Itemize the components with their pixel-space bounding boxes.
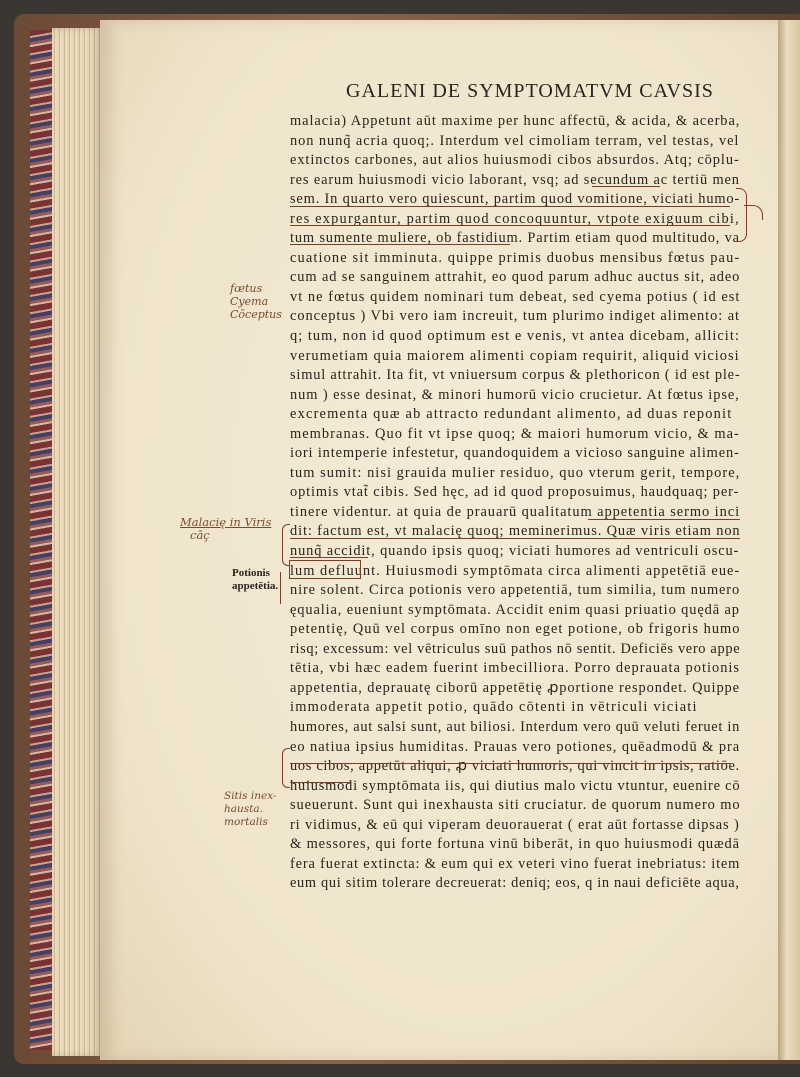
text-line: lum defluunt. Huiusmodi symptōmata circa alimenti appetētiā eue-	[290, 562, 740, 579]
text-line: eo natiua ipsius humiditas. Prauas vero potiones, quēadmodū & pra	[290, 738, 740, 755]
bracket-left-malacie	[282, 524, 290, 566]
text-line: eum qui sitim tolerare decreuerat: deniq; eos, q in naui deficiēte aqua,	[290, 875, 740, 892]
text-line: dit: factum est, vt malacię quoq; meminerimus. Quæ viris etiam non	[290, 523, 740, 540]
text-line: non nunq̃ acria quoq;. Interdum vel cimoliam terram, vel testas, vel	[290, 132, 740, 149]
text-line: membranas. Quo fit vt ipse quoq; & maiori humorum vicio, & ma-	[290, 425, 740, 442]
underline-sueuerunt	[290, 782, 350, 783]
text-line: q; tum, non id quod optimum est e venis, vt antea dicebam, allicit:	[290, 328, 740, 345]
text-line: uos cibos, appetūt aliqui, ꝓ viciati humoris, qui vincit in ipsis, ratiōe.	[290, 758, 740, 775]
text-line: nunq̃ accidit, quando ipsis quoq; viciati humores ad ventriculi oscu-	[290, 543, 740, 560]
text-line: verumetiam quia maiorem alimenti copiam requirit, aliquid viciosi	[290, 347, 740, 364]
text-line: fera fuerat extincta: & eum qui ex veteri vino fuerat inebriatus: item	[290, 855, 740, 872]
text-line: risq; excessum: vel vētriculus suū pathos nō sentit. Deficiēs vero appe	[290, 640, 740, 657]
text-line: iori intemperie infestetur, quandoquidem a vicioso sanguine alimen-	[290, 445, 740, 462]
text-line: cum ad se sanguinem attrahit, eo quod parum adhuc auctus sit, adeo	[290, 269, 740, 286]
marbled-endpaper	[30, 30, 52, 1050]
text-line: petentię, Quū vel corpus omīno non eget potione, ob frigoris humo	[290, 621, 740, 638]
text-line: nire solent. Circa potionis vero appetentiā, tum similia, tum numero	[290, 582, 740, 599]
page-edges	[52, 28, 102, 1056]
underline-defluunt	[290, 557, 368, 558]
text-line: simul attrahit. Ita fit, vt vniuersum corpus & plethoricon ( id est ple-	[290, 367, 740, 384]
text-line: tum sumit: nisi grauida mulier residuo, quo vterum gerit, tempore,	[290, 464, 740, 481]
bracket-left-huiusmodi	[282, 748, 290, 788]
text-line: cuatione sit imminuta. quippe primis duobus mensibus fœtus pau-	[290, 249, 740, 266]
text-line: tētia, vbi hæc eadem fuerint imbecilliora. Porro deprauata potionis	[290, 660, 740, 677]
body-text	[290, 112, 740, 894]
text-line: excrementa quæ ab attracto redundant alimento, ad duas reponit	[290, 406, 733, 423]
text-line: malacia) Appetunt aūt maxime per hunc affectū, & acida, & acerba,	[290, 113, 740, 129]
underline-accidit	[290, 538, 740, 539]
margin-note-foetus: fœtus Cyema Cōceptus	[230, 282, 282, 321]
underline-absurdos	[592, 186, 660, 187]
margin-note-sitis: Sitis inex- hausta. mortalis	[224, 790, 277, 828]
text-line: huiusmodi symptōmata iis, qui diutius malo victu vtuntur, euenire cō	[290, 777, 740, 794]
text-line: ęqualia, eueniunt symptōmata. Accidit enim quasi priuatio quędā ap	[290, 601, 740, 618]
text-line: res earum huiusmodi vicio laborant, vsq; ad secundum ac tertiū men	[290, 171, 740, 188]
underline-fastidium	[290, 244, 510, 245]
box-nire-solent	[289, 560, 361, 579]
text-line: extinctos carbones, aut alios huiusmodi cibos absurdos. Atq; cōplu-	[290, 152, 740, 169]
text-line: optimis vtat̃ cibis. Sed hęc, ad id quod proposuimus, haudquaq; per-	[290, 484, 740, 501]
underline-quarto	[290, 206, 730, 207]
text-line: humores, aut salsi sunt, aut biliosi. Interdum vero quū veluti feruet in	[290, 718, 740, 735]
text-line: sueuerunt. Sunt qui inexhausta siti cruciatur. de quorum numero mo	[290, 797, 740, 814]
text-line: conceptus ) Vbi vero iam increuit, tum plurimo indiget alimento: at	[290, 308, 740, 325]
running-head: GALENI DE SYMPTOMATVM CAVSIS	[346, 80, 714, 102]
underline-huiusmodi	[290, 763, 730, 764]
facing-page-edge	[778, 20, 800, 1060]
margin-line-potionis	[280, 572, 282, 604]
text-line: sem. In quarto vero quiescunt, partim quod vomitione, viciati humo-	[290, 191, 740, 208]
text-line: num ) esse desinat, & minori humorū vicio crucietur. At fœtus ipse,	[290, 386, 740, 403]
text-line: appetentia, deprauatę ciborū appetētię ꝓportione respondet. Quippe	[290, 679, 740, 696]
text-line: & messores, qui forte fortuna vinū biberāt, in quo huiusmodi quædā	[290, 836, 740, 853]
text-line: tinere videntur. at quia de prauarū qualitatum appetentia sermo inci	[290, 503, 740, 520]
text-line: ri vidimus, & eū qui viperam deuorauerat ( erat aūt fortasse dipsas )	[290, 816, 740, 833]
text-line: tum sumente muliere, ob fastidium. Partim etiam quod multitudo, va	[290, 230, 740, 247]
underline-quae-viris	[588, 519, 740, 520]
margin-note-malacie: Malacię in Viris cāç	[180, 515, 272, 542]
bracket-right-hook	[744, 205, 763, 220]
text-line: vt ne fœtus quidem nominari tum debeat, sed cyema potius ( id est	[290, 288, 740, 305]
text-line: immoderata appetit potio, quādo cōtenti in vētriculi viciati	[290, 699, 698, 716]
underline-expurgantur	[290, 225, 730, 226]
text-line: res expurgantur, partim quod concoquuntur, vtpote exiguum cibi,	[290, 210, 740, 227]
margin-note-potionis: Potionis appetētia.	[232, 567, 279, 592]
